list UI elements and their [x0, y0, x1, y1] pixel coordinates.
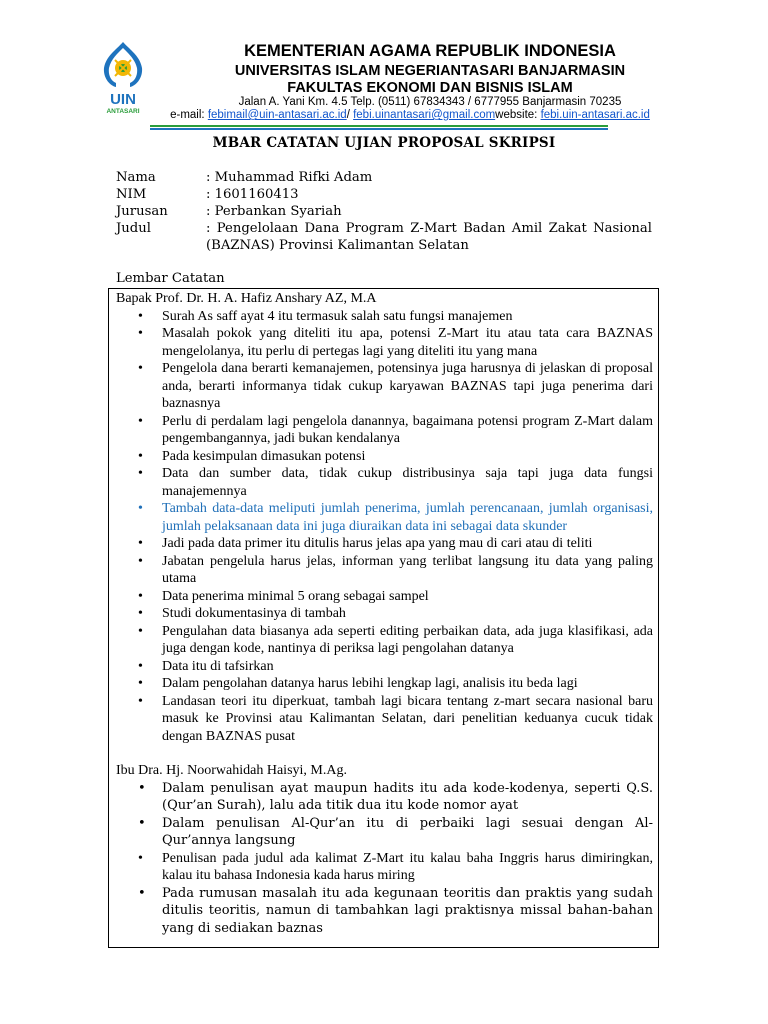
examiner-1-name: Bapak Prof. Dr. H. A. Hafiz Anshary AZ, M.A: [116, 291, 377, 306]
list-item: • Data itu di tafsirkan: [116, 658, 653, 676]
field-row-judul: [116, 220, 652, 254]
field-value: : Perbankan Syariah: [206, 204, 342, 219]
examiner-2-notes: [116, 780, 653, 938]
student-info: [116, 169, 652, 254]
list-item: • Data penerima minimal 5 orang sebagai sampel: [116, 588, 653, 606]
notes-content: [116, 290, 653, 937]
examiner-2-name: Ibu Dra. Hj. Noorwahidah Haisyi, M.Ag.: [116, 763, 347, 778]
contact-line: [110, 109, 710, 121]
email-link-2[interactable]: febi.uinantasari@gmail.com: [353, 109, 496, 121]
examiner-1-notes: [116, 308, 653, 746]
field-value: : Muhammad Rifki Adam: [206, 170, 373, 185]
list-item: • Data dan sumber data, tidak cukup distribusinya saja tapi juga data fungsi manajemennya: [116, 465, 653, 500]
email-link-1[interactable]: febimail@uin-antasari.ac.id: [207, 109, 347, 121]
field-row-nama: [116, 169, 652, 186]
list-item: • Dalam penulisan ayat maupun hadits itu ada kode-kodenya, seperti Q.S. (Qur’an Surah), lalu ada titik dua itu kode nomor ayat: [116, 780, 653, 815]
university-heading: UNIVERSITAS ISLAM NEGERIANTASARI BANJARMASIN: [234, 63, 626, 79]
list-item: • Jadi pada data primer itu ditulis harus jelas apa yang mau di cari atau di teliti: [116, 535, 653, 553]
field-label: Judul: [116, 221, 151, 236]
logo-emblem-icon: [104, 42, 142, 87]
logo-subtext: ANTASARI: [106, 108, 140, 115]
list-item: • Pada kesimpulan dimasukan potensi: [116, 448, 653, 466]
field-label: NIM: [116, 187, 147, 202]
list-item: • Pada rumusan masalah itu ada kegunaan teoritis dan praktis yang sudah ditulis teoritis, namun di tambahkan lagi praktisnya missal bahan-bahan yang di sediakan baznas: [116, 885, 653, 938]
letterhead-green-rule: [150, 125, 608, 127]
letterhead-blue-rule: [150, 128, 608, 130]
notes-sheet-label: Lembar Catatan: [116, 271, 225, 286]
list-item: • Pengulahan data biasanya ada seperti editing perbaikan data, ada juga klasifikasi, ada juga dengan kode, nantinya di periksa lagi pengolahan datanya: [116, 623, 653, 658]
logo-text: UIN: [110, 91, 136, 108]
field-row-nim: [116, 186, 652, 203]
list-item: • Dalam penulisan Al-Qur’an itu di perbaiki lagi sesuai dengan Al-Qur’annya langsung: [116, 815, 653, 850]
list-item: • Perlu di perdalam lagi pengelola danannya, bagaimana potensi program Z-Mart dalam pengembangannya, jadi bukan kendalanya: [116, 413, 653, 448]
list-item: • Masalah pokok yang diteliti itu apa, potensi Z-Mart itu atau tata cara BAZNAS mengelolanya, itu perlu di pertegas lagi yang diteliti itu yang mana: [116, 325, 653, 360]
address-line: Jalan A. Yani Km. 4.5 Telp. (0511) 67834343 / 6777955 Banjarmasin 70235: [238, 96, 622, 108]
list-item: • Surah As saff ayat 4 itu termasuk salah satu fungsi manajemen: [116, 308, 653, 326]
list-item: • Studi dokumentasinya di tambah: [116, 605, 653, 623]
ministry-heading: KEMENTERIAN AGAMA REPUBLIK INDONESIA: [244, 42, 616, 60]
email-separator: /: [346, 109, 354, 121]
list-item: • Dalam pengolahan datanya harus lebihi lengkap lagi, analisis itu beda lagi: [116, 675, 653, 693]
field-value: : 1601160413: [206, 187, 299, 202]
email-label: e-mail:: [170, 109, 208, 121]
field-label: Jurusan: [116, 204, 168, 219]
list-item-highlighted: • Tambah data-data meliputi jumlah penerima, jumlah perencanaan, jumlah organisasi, jumlah pelaksanaan data ini juga diuraikan data ini sebagai data skunder: [116, 500, 653, 535]
website-label: website:: [495, 109, 541, 121]
field-value: : Pengelolaan Dana Program Z-Mart Badan Amil Zakat Nasional (BAZNAS) Provinsi Kalimantan Selatan: [206, 221, 652, 253]
website-link[interactable]: febi.uin-antasari.ac.id: [540, 109, 650, 121]
field-row-jurusan: [116, 203, 652, 220]
list-item: • Pengelola dana berarti kemanajemen, potensinya juga harusnya di jelaskan di proposal anda, berarti informanya tidak cukup karyawan BAZNAS tapi juga penerima dari baznasnya: [116, 360, 653, 413]
list-item: • Penulisan pada judul ada kalimat Z-Mart itu kalau baha Inggris harus dimiringkan, kalau itu bahasa Indonesia kada harus miring: [116, 850, 653, 885]
uin-antasari-logo: [98, 40, 148, 120]
list-item: • Jabatan pengelula harus jelas, informan yang terlibat langsung itu data yang paling utama: [116, 553, 653, 588]
faculty-heading: FAKULTAS EKONOMI DAN BISNIS ISLAM: [287, 80, 573, 96]
list-item: • Landasan teori itu diperkuat, tambah lagi bicara tentang z-mart secara nasional baru masuk ke Provinsi atau Kalimantan Selatan, dari penelitian keduanya cucuk tidak dengan BAZNAS pusat: [116, 693, 653, 746]
field-label: Nama: [116, 170, 156, 185]
document-title: MBAR CATATAN UJIAN PROPOSAL SKRIPSI: [212, 135, 556, 151]
